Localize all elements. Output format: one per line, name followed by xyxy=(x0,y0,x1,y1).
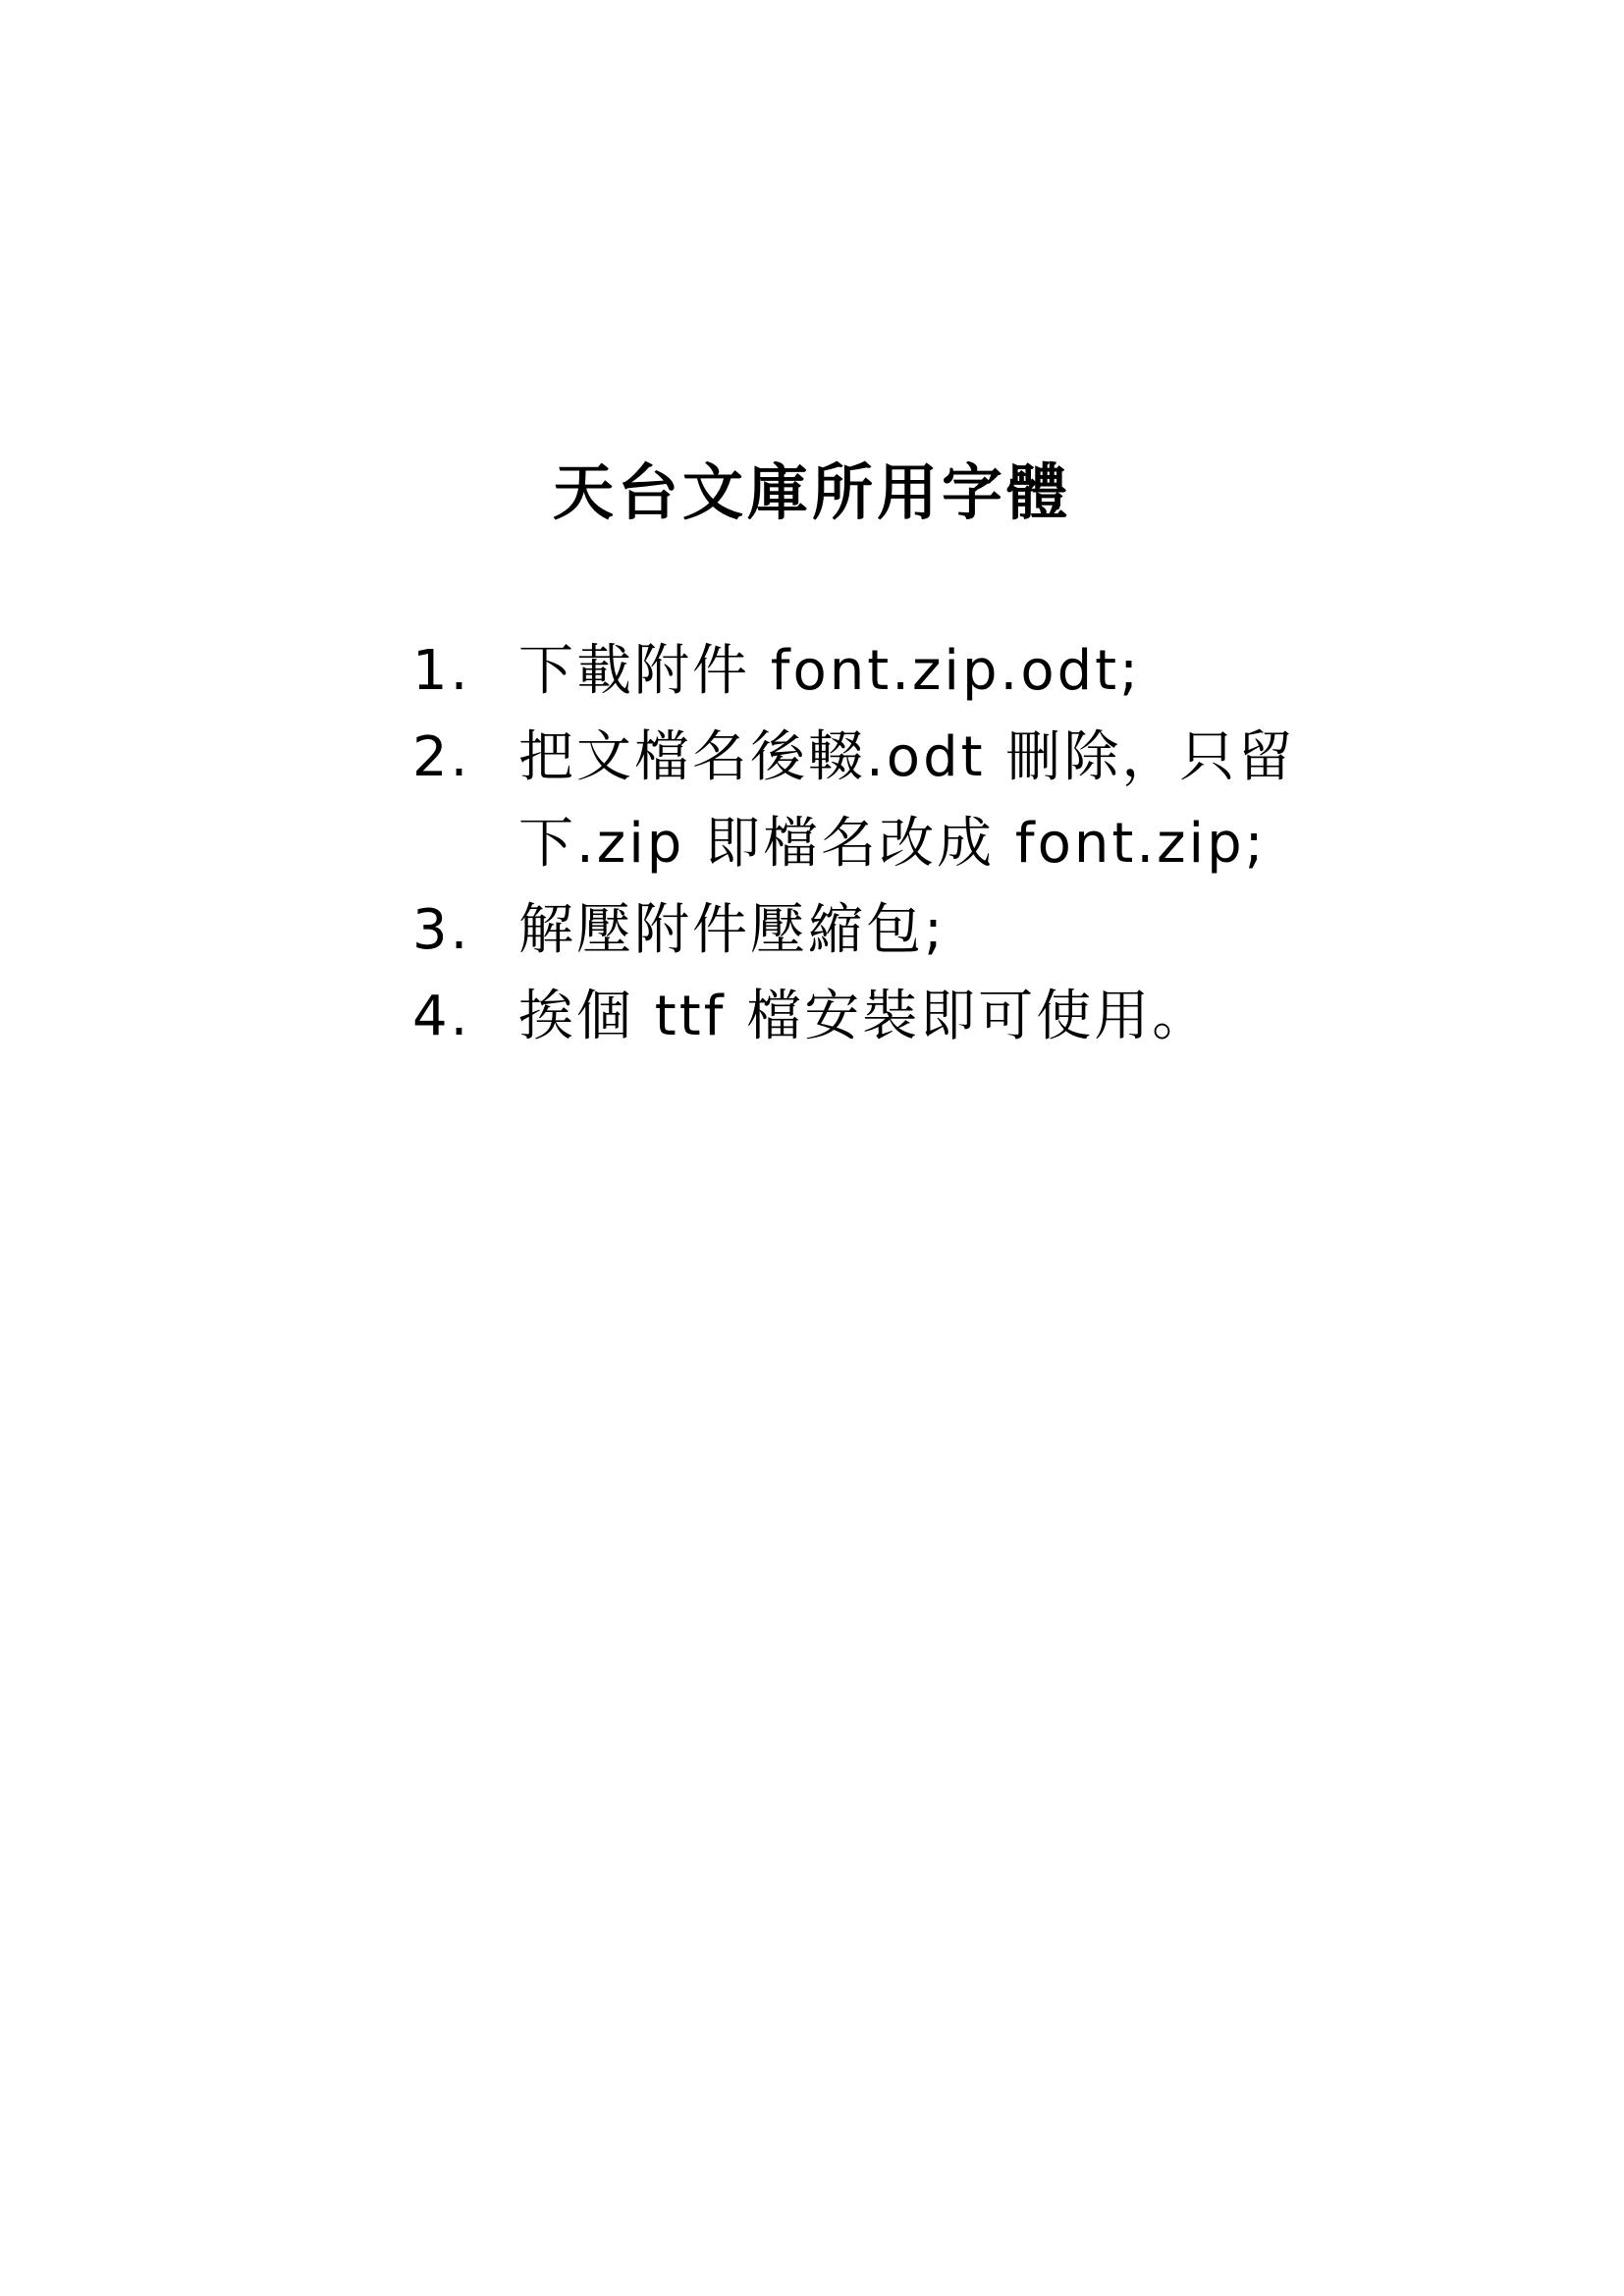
list-item-number: 3. xyxy=(412,898,471,962)
list-item xyxy=(412,628,1335,715)
list-item xyxy=(412,974,1335,1060)
list-item-text: 下載附件 font.zip.odt; xyxy=(518,639,1141,703)
list-item-text: 把文檔名後輟.odt 刪除，只留下.zip 即檔名改成 font.zip; xyxy=(518,725,1296,876)
instruction-list xyxy=(412,628,1335,1060)
list-item-number: 4. xyxy=(412,985,471,1048)
list-item-number: 1. xyxy=(412,639,471,703)
list-item-text: 挨個 ttf 檔安裝即可使用。 xyxy=(518,985,1211,1048)
list-item xyxy=(412,887,1335,974)
list-item-number: 2. xyxy=(412,725,471,789)
list-item xyxy=(412,715,1335,887)
document-title: 天台文庫所用字體 xyxy=(552,456,1071,528)
list-item-text: 解壓附件壓縮包; xyxy=(518,898,946,962)
